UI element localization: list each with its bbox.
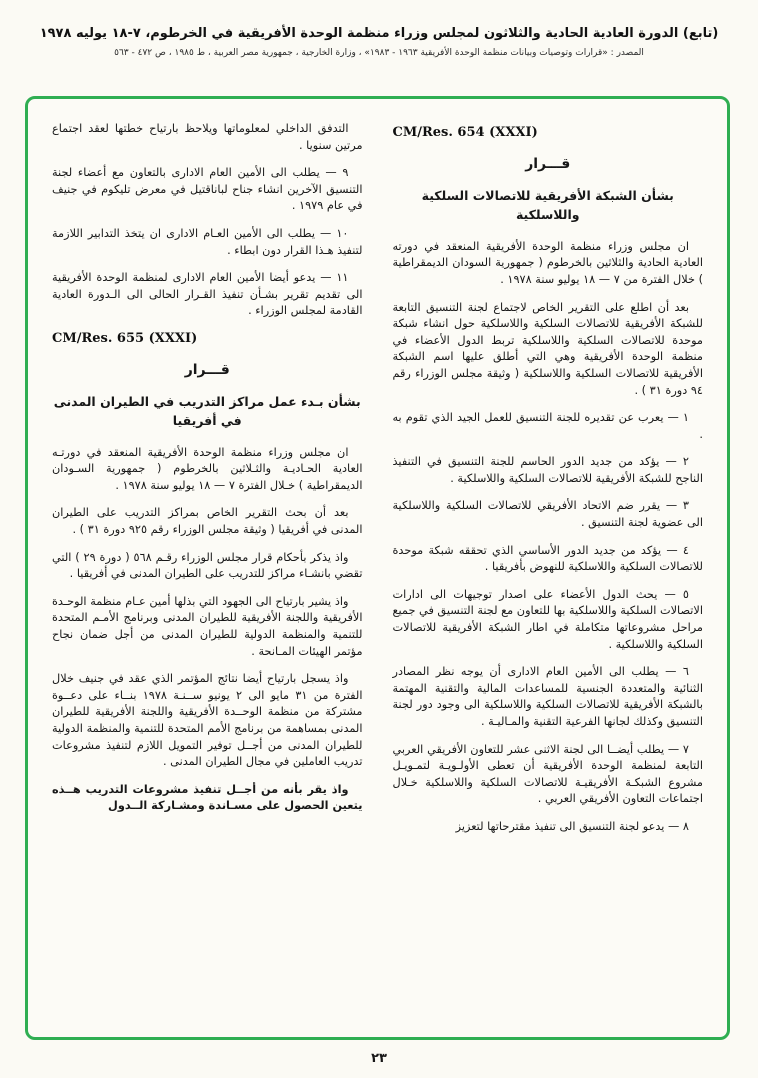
paragraph: واذ يذكر بأحكام قرار مجلس الوزراء رقـم ٥٦٨ ( دورة ٢٩ ) التي تقضي بانشـاء مراكز للتدريب على الطيران المدنى في أفريقيا . xyxy=(52,550,363,581)
paragraph: ١ — يعرب عن تقديره للجنة التنسيق للعمل الجيد الذي تقوم به . xyxy=(392,411,703,441)
column-right xyxy=(393,121,704,1015)
resolution-title: قـــرار xyxy=(184,361,230,378)
paragraph: ١٠ — يطلب الى الأمين العـام الادارى ان يتخذ التدابير اللازمة لتنفيذ هـذا القرار دون ابطاء . xyxy=(52,226,363,257)
document-source-line: المصدر : «قرارات وتوصيات وبيانات منظمة الوحدة الأفريقية ١٩٦٣ - ١٩٨٣» ، وزارة الخارجية ، جمهورية مصر العربية ، ط ١٩٨٥ ، ص ٤٧٢ - ٥٦٣ xyxy=(114,48,644,58)
paragraph: ان مجلس وزراء منظمة الوحدة الأفريقية المنعقد في دورته العادية الحادية والثلاثين بالخرطوم ( جمهورية السودان الديمقراطية ) خلال الفترة من ٧ — ١٨ يوليو سنة ١٩٧٨ . xyxy=(392,239,703,286)
paragraph: بعد أن اطلع على التقرير الخاص لاجتماع لجنة التنسيق التابعة للشبكة الأفريقية للاتصالات السلكية واللاسلكية حول انشاء شبكة موحدة للاتصالات السلكية واللاسلكية تربط الدول الأعضاء في منظمة الوحدة الأفريقية وهي التي أطلق عليها اسم الشبكة الأفريقية للاتصالات السلكية واللاسلكية ( وثيقة مجلس الوزراء رقم ٩٤ دورة ٣١ ) . xyxy=(392,300,703,397)
paragraph: ان مجلس وزراء منظمة الوحدة الأفريقية المنعقد في دورتـه العادية الحـاديـة والثـلاثين بالخرطوم ( جمهورية السـودان الديمقراطية ) خـلال الفترة ٧ — ١٨ يوليو سنة ١٩٧٨ . xyxy=(52,445,363,492)
resolution-heading: بشأن بـدء عمل مراكز التدريب في الطيران المدنى في أفريقيا xyxy=(53,393,361,429)
paragraph: واذ يسجل بارتياح أيضا نتائج المؤتمر الذي عقد في جنيف خلال الفترة من ٣١ مايو الى ٢ يونيو ســنـة ١٩٧٨ بنــاء على دعــوة مشتركة من منظمة الوحــدة الأفريقية واللجنة الأفريقية للطيران المدنى بمساهمة من برنامج الأمم المتحدة للتنمية والمنظمة الدولية للطيران المدنى من أجــل توفير التمويل اللازم لتنفيذ مشروعات تدريب العاملين في مجال الطيران المدنى . xyxy=(52,672,363,769)
resolution-ref-654: CM/Res. 654 (XXXI) xyxy=(392,125,538,140)
document-frame xyxy=(25,96,730,1040)
paragraph: ٦ — يطلب الى الأمين العام الادارى أن يوجه نظر المصادر الثنائية والمتعددة الجنسية للمساعدات المالية والتقنية المهتمة بالشبكة الأفريقية للاتصالات السلكية واللاسلكية الى وجود دور لجنة التنسيق وكذلك لجانها الفرعية التقنية والمـاليـة . xyxy=(392,665,703,728)
page-number: ٢٣ xyxy=(371,1051,387,1066)
paragraph: ٤ — يؤكد من جديد الدور الأساسي الذي تحققه شبكة موحدة للاتصالات السلكية واللاسلكية للنهوض بأفريقيا . xyxy=(392,543,703,574)
paragraph: ٣ — يقرر ضم الاتحاد الأفريقي للاتصالات السلكية واللاسلكية الى عضوية لجنة التنسيق . xyxy=(392,499,703,530)
resolution-heading: بشأن الشبكة الأفريقية للاتصالات السلكية واللاسلكية xyxy=(421,188,674,223)
paragraph: ١١ — يدعو أيضا الأمين العام الادارى لمنظمة الوحدة الأفريقية الى تقديم تقرير بشـأن تنفيذ القـرار الحالى الى الـدورة العادية القادمة لمجلس الوزراء . xyxy=(52,271,363,318)
column-left xyxy=(52,121,363,1015)
paragraph: واذ يقر بأنه من أجــل تنفيذ مشروعات التدريب هــذه يتعين الحصول على مسـاندة ومشـاركة الــدول xyxy=(52,782,363,813)
paragraph: واذ يشير بارتياح الى الجهود التي بذلها أمين عـام منظمة الوحـدة الأفريقية واللجنة الأفريقية للطيران المدنى وبرنامج الأمـم المتحدة للتنمية والمنظمة الدولية للطيران المدنى من أجل ضمان نجاح مؤتمر الهيئات المـانحة . xyxy=(52,594,363,658)
paragraph: ٢ — يؤكد من جديد الدور الحاسم للجنة التنسيق في التنفيذ الناجح للشبكة الأفريقية للاتصالات السلكية واللاسلكية . xyxy=(392,455,703,485)
paragraph: ٨ — يدعو لجنة التنسيق الى تنفيذ مقترحاتها لتعزيز xyxy=(455,819,689,833)
paragraph: ٥ — يحث الدول الأعضاء على اصدار توجيهات الى ادارات الاتصالات السلكية واللاسلكية بها للتعاون مع لجنة التنسيق في جميع مراحل مشروعاتها متكاملة في اطار الشبكة الأفريقية للاتصالات السلكية واللاسلكية . xyxy=(392,587,703,651)
document-header-title: (تابع) الدورة العادية الحادية والثلاثون لمجلس وزراء منظمة الوحدة الأفريقية في الخرطوم، ٧-١٨ يوليه ١٩٧٨ xyxy=(39,26,719,41)
resolution-ref-655: CM/Res. 655 (XXXI) xyxy=(52,330,198,346)
resolution-title: قـــرار xyxy=(525,156,571,172)
paragraph: ٧ — يطلب أيضــا الى لجنة الاثنى عشر للتعاون الأفريقي العربي التابعة لمنظمة الوحدة الأفريقية أن تعطى الأولـويـة لتمـويـل مشروع الشبكـة الأفريقيـة للاتصالات السلكية واللاسلكية خـلال اجتماعات التعاون الأفريقي العربي . xyxy=(392,742,703,806)
paragraph: ٩ — يطلب الى الأمين العام الادارى بالتعاون مع أعضاء لجنة التنسيق الآخرين انشاء جناح لباناقتيل في معرض تليكوم في جنيف في عام ١٩٧٩ . xyxy=(52,166,363,213)
paragraph: بعد أن بحث التقرير الخاص بمراكز التدريب على الطيران المدنى في أفريقيا ( وثيقة مجلس الوزراء رقم ٩٢٥ دورة ٣١ ) . xyxy=(52,506,363,537)
paragraph: التدفق الداخلي لمعلوماتها ويلاحظ بارتياح خطتها لعقد اجتماع مرتين سنويا . xyxy=(52,122,363,152)
